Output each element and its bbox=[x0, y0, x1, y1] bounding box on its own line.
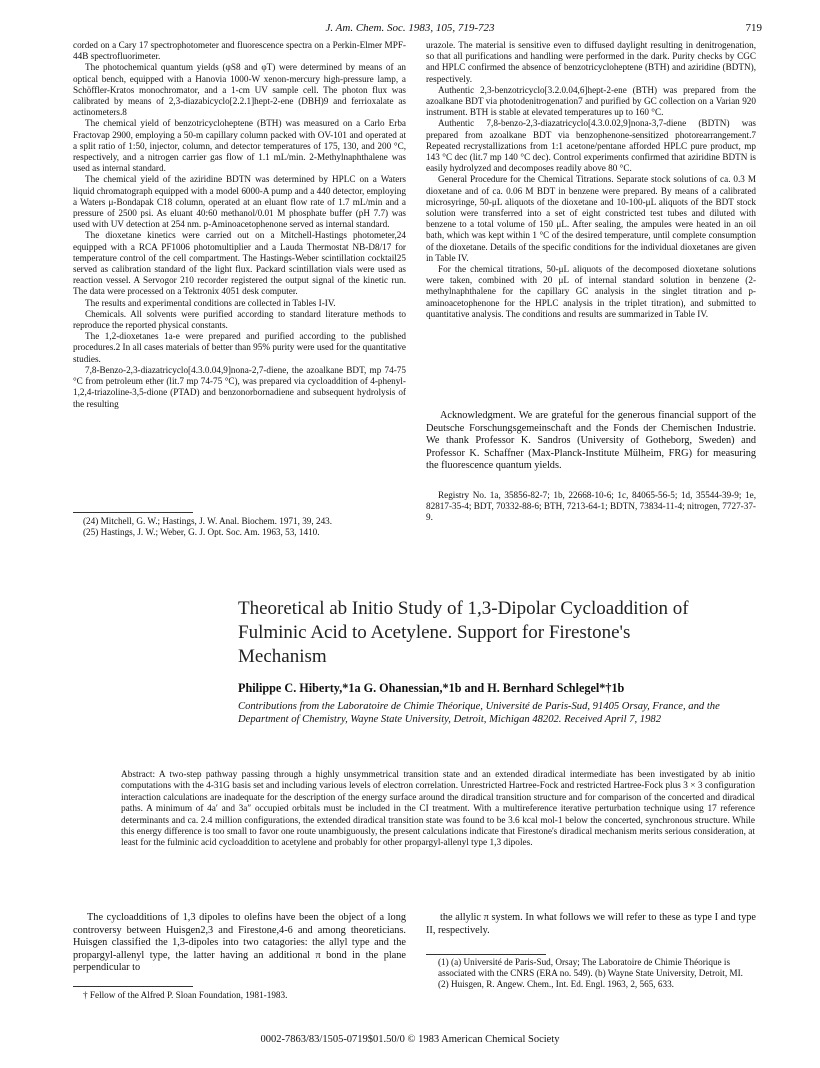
paragraph: The chemical yield of the aziridine BDTN was determined by HPLC on a Waters liquid chromatograph equipped with a model 6000-A pump and a 440 detector, employing a Waters μ-Bondapak C18 column, operated at an eluant flow rate of 1.7 mL/min and a pressure of 2500 psi. As eluant 40:60 methanol/0.01 M phosphate buffer (pH 7.7) was used with UV detection at 254 nm. p-Aminoacetophenone served as internal standard. bbox=[73, 174, 406, 230]
paragraph: The 1,2-dioxetanes 1a-e were prepared and purified according to the published procedures.2 In all cases materials of better than 95% purity were used for the quantitative studies. bbox=[73, 331, 406, 364]
paragraph: General Procedure for the Chemical Titrations. Separate stock solutions of ca. 0.3 M dioxetane and of ca. 0.06 M BDT in benzene were prepared. By means of a calibrated microsyringe, 50-μL aliquots of the dioxetane and 10-100-μL aliquots of the BDT stock solution were transferred into a set of eight constricted test tubes and diluted with benzene to a total volume of 150 μL. After sealing, the ampules were heated in an oil bath, which was kept within 1 °C of the desired temperature, until complete consumption of the dioxetane. Details of the specific conditions for the individual dioxetanes are given in Table IV. bbox=[426, 174, 756, 263]
abstract: Abstract: A two-step pathway passing through a highly unsymmetrical transition state and an extended diradical intermediate has been investigated by ab initio computations with the 4-31G basis set and including various levels of electron correlation. Unrestricted Hartree-Fock and restricted Hartree-Fock plus 3 × 3 configuration interaction calculations are inadequate for the description of the energy surface around the diradical transition structure and for comparison of the concerted and diradical paths. A minimum of 4a′ and 3a″ occupied orbitals must be included in the CI treatment. With a multireference iterative perturbation technique using 17 reference determinants and ca. 2.4 million configurations, the extended diradical transition state was found to be 3.6 kcal mol-1 below the concerted, synchronous structure. While this energy difference is too small to favor one route unambiguously, the present calculations indicate that Firestone's diradical mechanism merits serious consideration, at least for the fulminic acid cycloaddition to acetylene and probably for other propargyl-allenyl type 1,3 dipoles. bbox=[121, 770, 755, 849]
article-title bbox=[238, 597, 758, 669]
acknowledgment: Acknowledgment. We are grateful for the generous financial support of the Deutsche Forschungsgemeinschaft and the Fonds der Chemischen Industrie. We thank Professor K. Sandros (University of Gotheborg, Sweden) and Professor K. Schaffner (Max-Planck-Institute Mülheim, FRG) for measuring the fluorescence quantum yields. bbox=[426, 410, 756, 472]
paragraph: For the chemical titrations, 50-μL aliquots of the decomposed dioxetane solutions were taken, combined with 20 μL of internal standard solution in benzene (2-methylnaphthalene for the capillary GC analysis in the singlet titration and p-aminoacetophenone for the HPLC analysis in the triplet titration), and submitted to quantitative analysis. The conditions and results are summarized in Table IV. bbox=[426, 264, 756, 319]
footnote-rule bbox=[73, 986, 193, 987]
left-footnotes bbox=[83, 516, 408, 538]
title-line: Theoretical ab Initio Study of 1,3-Dipolar Cycloaddition of bbox=[238, 598, 689, 619]
paragraph: urazole. The material is sensitive even to diffused daylight resulting in denitrogenation, so that all purifications and handling were performed in the dark. Purity checks by CGC and HPLC confirmed the absence of benzotricycloheptene (BTH) and aziridine (BDTN), respectively. bbox=[426, 40, 756, 84]
footnote-rule bbox=[426, 954, 546, 955]
right-footnotes bbox=[438, 957, 756, 990]
paragraph: corded on a Cary 17 spectrophotometer and fluorescence spectra on a Perkin-Elmer MPF-44B spectrofluorimeter. bbox=[73, 40, 406, 62]
paragraph: The chemical yield of benzotricycloheptene (BTH) was measured on a Carlo Erba Fractovap 2900, employing a 50-m capillary column packed with OV-101 and operated at a split ratio of 1:50, injector, column, and detector temperatures of 175, 130, and 200 °C, respectively, and a nitrogen carrier gas flow of 1.1 mL/min. 2-Methylnaphthalene was used as internal standard. bbox=[73, 118, 406, 174]
paragraph: The dioxetane kinetics were carried out on a Mitchell-Hastings photometer,24 equipped with a RCA PF1006 photomultiplier and a Lauda Thermostat NB-D8/17 for temperature control of the cell compartment. The Hastings-Weber scintillation cocktail25 served as calibration standard of the light flux. Packard scintillation vials were used as reaction vessel. A Servogor 210 recorder registered the output signal of the kinetic run. The data were processed on a Tektronix 4051 desk computer. bbox=[73, 230, 406, 297]
left-column-text bbox=[73, 40, 406, 410]
paragraph: the allylic π system. In what follows we will refer to these as type I and type II, respectively. bbox=[426, 912, 756, 936]
copyright-line: 0002-7863/83/1505-0719$01.50/0 © 1983 American Chemical Society bbox=[260, 1034, 560, 1045]
footnote: (2) Huisgen, R. Angew. Chem., Int. Ed. Engl. 1963, 2, 565, 633. bbox=[438, 979, 674, 989]
footnote-rule bbox=[73, 512, 193, 513]
body-left bbox=[73, 912, 406, 975]
registry-numbers: Registry No. 1a, 35856-82-7; 1b, 22668-10-6; 1c, 84065-56-5; 1d, 35544-39-9; 1e, 82817-35-4; BDT, 70332-88-6; BTH, 7213-64-1; BDTN, 73834-11-4; nitrogen, 7727-37-9. bbox=[426, 490, 756, 523]
affiliation: Contributions from the Laboratoire de Chimie Théorique, Université de Paris-Sud, 91405 Orsay, France, and the Department of Chemistry, Wayne State University, Detroit, Michigan 48202. Received April 7, 1982 bbox=[238, 701, 720, 725]
page-number: 719 bbox=[745, 22, 762, 34]
paragraph: Chemicals. All solvents were purified according to standard literature methods to reproduce the reported physical constants. bbox=[73, 308, 406, 331]
paragraph: The cycloadditions of 1,3 dipoles to olefins have been the object of a long controversy between Huisgen2,3 and Firestone,4-6 and among theoreticians. Huisgen classified the 1,3-dipoles into two catagories: the allyl type and the propargyl-allenyl type, the latter having an additional π bond in the plane perpendicular to bbox=[73, 912, 406, 973]
paragraph: Authentic 2,3-benzotricyclo[3.2.0.04,6]hept-2-ene (BTH) was prepared from the azoalkane BDT via photodenitrogenation7 and purified by GC collection on a Varian 920 instrument. BTH is stable at elevated temperatures up to 160 °C. bbox=[426, 84, 756, 118]
title-line: Mechanism bbox=[238, 646, 327, 667]
footnote-dagger: † Fellow of the Alfred P. Sloan Foundation, 1981-1983. bbox=[83, 990, 288, 1000]
authors: Philippe C. Hiberty,*1a G. Ohanessian,*1b and H. Bernhard Schlegel*†1b bbox=[238, 681, 625, 695]
title-line: Fulminic Acid to Acetylene. Support for Firestone's bbox=[238, 622, 631, 643]
running-header: J. Am. Chem. Soc. 1983, 105, 719-723 bbox=[325, 22, 495, 34]
body-right bbox=[426, 912, 756, 937]
footnote: (25) Hastings, J. W.; Weber, G. J. Opt. Soc. Am. 1963, 53, 1410. bbox=[83, 527, 320, 537]
paragraph: Authentic 7,8-benzo-2,3-diazatricyclo[4.3.0.02,9]nona-3,7-diene (BDTN) was prepared from azoalkane BDT via benzophenone-sensitized photorearrangement.7 Repeated recrystallizations from 1:1 acetone/pentane afforded HPLC pure product, mp 143 °C dec (lit.7 mp 140 °C dec). Control experiments confirmed that aziridine BDTN is easily hydrolyzed and decomposes readily above 80 °C. bbox=[426, 118, 756, 174]
paragraph: The results and experimental conditions are collected in Tables I-IV. bbox=[85, 297, 336, 308]
right-column-text bbox=[426, 40, 756, 320]
footnote: (1) (a) Université de Paris-Sud, Orsay; The Laboratoire de Chimie Théorique is associated with the CNRS (ERA no. 549). (b) Wayne State University, Detroit, MI. bbox=[438, 957, 743, 978]
paragraph: 7,8-Benzo-2,3-diazatricyclo[4.3.0.04,9]nona-2,7-diene, the azoalkane BDT, mp 74-75 °C from petroleum ether (lit.7 mp 74-75 °C), was prepared via cycloaddition of 4-phenyl-1,2,4-triazoline-3,5-dione (PTAD) and benzonorbornadiene and subsequent hydrolysis of the resulting bbox=[73, 364, 406, 409]
paragraph: The photochemical quantum yields (φS8 and φT) were determined by means of an optical bench, equipped with a Hanovia 1000-W xenon-mercury high-pressure lamp, a Schöffler-Kratos monochromator, and a 1-cm UV sample cell. The photon flux was calibrated by means of 2,3-diazabicyclo[2.2.1]hept-2-ene (DBH)9 and ferrioxalate as actinometers.8 bbox=[73, 62, 406, 118]
footnote: (24) Mitchell, G. W.; Hastings, J. W. Anal. Biochem. 1971, 39, 243. bbox=[83, 516, 333, 526]
